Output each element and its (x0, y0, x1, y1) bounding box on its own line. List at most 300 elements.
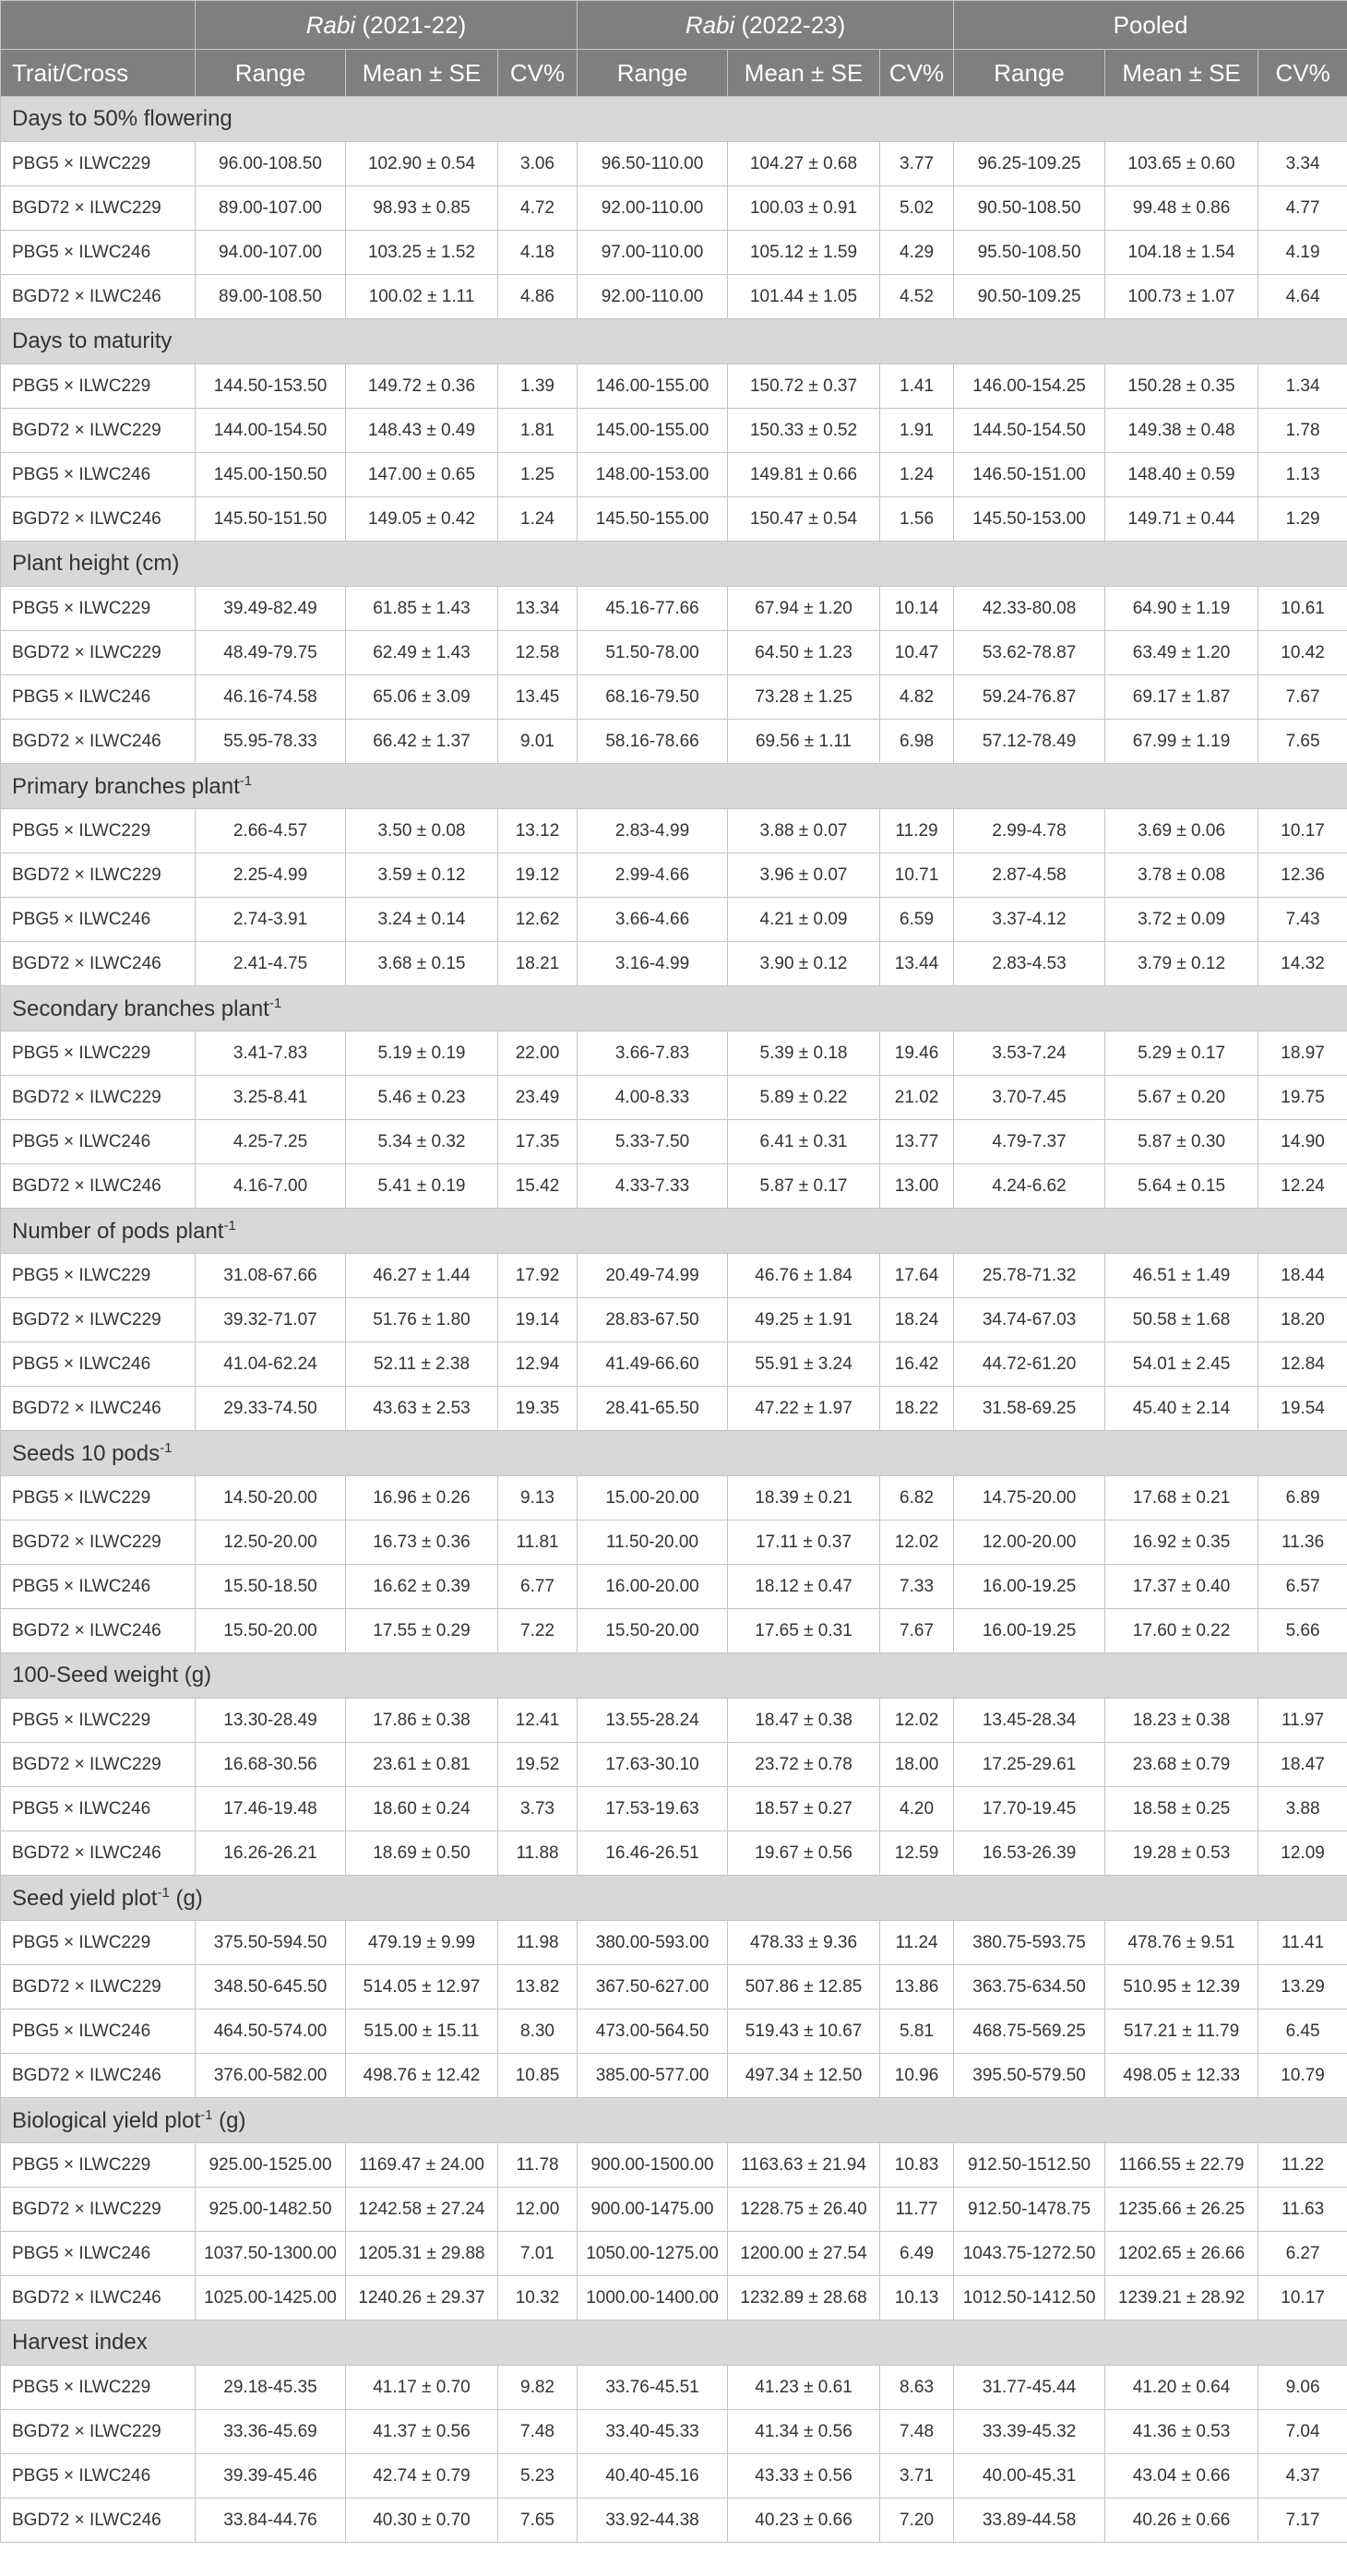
trait-group-row (1, 319, 1347, 364)
mean-se-cell: 3.50 ± 0.08 (346, 809, 498, 853)
range-cell: 2.66-4.57 (196, 809, 346, 853)
range-cell: 95.50-108.50 (954, 231, 1105, 275)
mean-se-cell: 18.58 ± 0.25 (1105, 1787, 1258, 1831)
cv-cell: 13.45 (498, 675, 578, 720)
mean-se-cell: 148.40 ± 0.59 (1105, 453, 1258, 497)
range-cell: 97.00-110.00 (578, 231, 728, 275)
cv-cell: 10.42 (1258, 631, 1347, 675)
range-cell: 3.70-7.45 (954, 1076, 1105, 1120)
range-cell: 900.00-1500.00 (578, 2143, 728, 2188)
range-cell: 42.33-80.08 (954, 587, 1105, 631)
column-header-cv: CV% (498, 50, 578, 97)
table-row (1, 1921, 1347, 1965)
mean-se-cell: 1240.26 ± 29.37 (346, 2276, 498, 2320)
table-row (1, 1609, 1347, 1653)
column-header-cv: CV% (880, 50, 954, 97)
cross-cell: PBG5 × ILWC229 (1, 142, 196, 186)
mean-se-cell: 17.60 ± 0.22 (1105, 1609, 1258, 1653)
period-2021-header: Rabi (2021-22) (196, 1, 578, 50)
mean-se-cell: 40.23 ± 0.66 (728, 2498, 880, 2543)
mean-se-cell: 149.71 ± 0.44 (1105, 497, 1258, 542)
mean-se-cell: 150.47 ± 0.54 (728, 497, 880, 542)
range-cell: 375.50-594.50 (196, 1921, 346, 1965)
range-cell: 31.77-45.44 (954, 2366, 1105, 2410)
table-row (1, 409, 1347, 453)
mean-se-cell: 67.99 ± 1.19 (1105, 720, 1258, 764)
table-header (1, 1, 1347, 97)
cv-cell: 10.17 (1258, 2276, 1347, 2320)
cv-cell: 1.81 (498, 409, 578, 453)
table-row (1, 142, 1347, 186)
range-cell: 2.74-3.91 (196, 898, 346, 942)
mean-se-cell: 149.81 ± 0.66 (728, 453, 880, 497)
pooled-header: Pooled (954, 1, 1347, 50)
range-cell: 367.50-627.00 (578, 1965, 728, 2010)
range-cell: 28.83-67.50 (578, 1298, 728, 1342)
column-header-cv: CV% (1258, 50, 1347, 97)
trait-name: Seeds 10 pods (12, 1440, 161, 1466)
range-cell: 14.75-20.00 (954, 1476, 1105, 1521)
mean-se-cell: 62.49 ± 1.43 (346, 631, 498, 675)
cv-cell: 7.17 (1258, 2498, 1347, 2543)
mean-se-cell: 104.18 ± 1.54 (1105, 231, 1258, 275)
cross-cell: BGD72 × ILWC246 (1, 2498, 196, 2543)
mean-se-cell: 43.04 ± 0.66 (1105, 2454, 1258, 2498)
mean-se-cell: 49.25 ± 1.91 (728, 1298, 880, 1342)
cv-cell: 19.12 (498, 853, 578, 898)
cv-cell: 4.72 (498, 186, 578, 231)
range-cell: 146.00-155.00 (578, 364, 728, 409)
mean-se-cell: 17.86 ± 0.38 (346, 1699, 498, 1743)
cross-cell: BGD72 × ILWC229 (1, 1521, 196, 1565)
cross-cell: PBG5 × ILWC246 (1, 2010, 196, 2054)
mean-se-cell: 150.33 ± 0.52 (728, 409, 880, 453)
cv-cell: 11.77 (880, 2188, 954, 2232)
range-cell: 90.50-108.50 (954, 186, 1105, 231)
range-cell: 17.25-29.61 (954, 1743, 1105, 1787)
cv-cell: 7.22 (498, 1609, 578, 1653)
mean-se-cell: 1242.58 ± 27.24 (346, 2188, 498, 2232)
table-row (1, 2054, 1347, 2098)
mean-se-cell: 46.76 ± 1.84 (728, 1254, 880, 1298)
cross-cell: BGD72 × ILWC246 (1, 1387, 196, 1431)
mean-se-cell: 5.46 ± 0.23 (346, 1076, 498, 1120)
range-cell: 1050.00-1275.00 (578, 2232, 728, 2276)
mean-se-cell: 1228.75 ± 26.40 (728, 2188, 880, 2232)
trait-label (1, 1431, 1347, 1476)
mean-se-cell: 498.05 ± 12.33 (1105, 2054, 1258, 2098)
cv-cell: 18.00 (880, 1743, 954, 1787)
range-cell: 464.50-574.00 (196, 2010, 346, 2054)
cv-cell: 19.75 (1258, 1076, 1347, 1120)
range-cell: 1012.50-1412.50 (954, 2276, 1105, 2320)
mean-se-cell: 1200.00 ± 27.54 (728, 2232, 880, 2276)
mean-se-cell: 43.33 ± 0.56 (728, 2454, 880, 2498)
mean-se-cell: 46.51 ± 1.49 (1105, 1254, 1258, 1298)
mean-se-cell: 17.37 ± 0.40 (1105, 1565, 1258, 1609)
cross-cell: BGD72 × ILWC229 (1, 186, 196, 231)
cv-cell: 16.42 (880, 1342, 954, 1387)
cv-cell: 9.13 (498, 1476, 578, 1521)
range-cell: 33.39-45.32 (954, 2410, 1105, 2454)
range-cell: 145.00-150.50 (196, 453, 346, 497)
range-cell: 3.25-8.41 (196, 1076, 346, 1120)
mean-se-cell: 6.41 ± 0.31 (728, 1120, 880, 1164)
mean-se-cell: 18.47 ± 0.38 (728, 1699, 880, 1743)
trait-label (1, 764, 1347, 809)
table-body (1, 97, 1347, 2543)
mean-se-cell: 41.23 ± 0.61 (728, 2366, 880, 2410)
range-cell: 376.00-582.00 (196, 2054, 346, 2098)
table-row (1, 2010, 1347, 2054)
cv-cell: 3.73 (498, 1787, 578, 1831)
mean-se-cell: 19.67 ± 0.56 (728, 1831, 880, 1876)
mean-se-cell: 63.49 ± 1.20 (1105, 631, 1258, 675)
cross-cell: BGD72 × ILWC246 (1, 720, 196, 764)
cv-cell: 4.29 (880, 231, 954, 275)
mean-se-cell: 147.00 ± 0.65 (346, 453, 498, 497)
mean-se-cell: 40.30 ± 0.70 (346, 2498, 498, 2543)
mean-se-cell: 103.25 ± 1.52 (346, 231, 498, 275)
cv-cell: 6.82 (880, 1476, 954, 1521)
cv-cell: 23.49 (498, 1076, 578, 1120)
mean-se-cell: 47.22 ± 1.97 (728, 1387, 880, 1431)
range-cell: 2.87-4.58 (954, 853, 1105, 898)
trait-unit-superscript: -1 (157, 1884, 170, 1901)
range-cell: 925.00-1525.00 (196, 2143, 346, 2188)
cross-cell: PBG5 × ILWC229 (1, 2366, 196, 2410)
cross-cell: PBG5 × ILWC229 (1, 364, 196, 409)
range-cell: 31.08-67.66 (196, 1254, 346, 1298)
range-cell: 92.00-110.00 (578, 275, 728, 319)
cv-cell: 10.96 (880, 2054, 954, 2098)
cross-cell: PBG5 × ILWC229 (1, 2143, 196, 2188)
cv-cell: 1.41 (880, 364, 954, 409)
cv-cell: 9.01 (498, 720, 578, 764)
table-row (1, 2410, 1347, 2454)
trait-group-row (1, 1209, 1347, 1254)
mean-se-cell: 5.29 ± 0.17 (1105, 1032, 1258, 1076)
range-cell: 900.00-1475.00 (578, 2188, 728, 2232)
range-cell: 2.99-4.78 (954, 809, 1105, 853)
mean-se-cell: 1202.65 ± 26.66 (1105, 2232, 1258, 2276)
cv-cell: 19.46 (880, 1032, 954, 1076)
table-row (1, 2232, 1347, 2276)
table-row (1, 1743, 1347, 1787)
cv-cell: 11.24 (880, 1921, 954, 1965)
mean-se-cell: 17.55 ± 0.29 (346, 1609, 498, 1653)
trait-unit-superscript: -1 (160, 1439, 173, 1456)
range-cell: 16.53-26.39 (954, 1831, 1105, 1876)
range-cell: 33.76-45.51 (578, 2366, 728, 2410)
mean-se-cell: 18.23 ± 0.38 (1105, 1699, 1258, 1743)
range-cell: 15.00-20.00 (578, 1476, 728, 1521)
cv-cell: 5.02 (880, 186, 954, 231)
cv-cell: 13.00 (880, 1164, 954, 1209)
range-cell: 17.53-19.63 (578, 1787, 728, 1831)
cv-cell: 4.64 (1258, 275, 1347, 319)
cross-cell: BGD72 × ILWC246 (1, 942, 196, 986)
cv-cell: 17.92 (498, 1254, 578, 1298)
mean-se-cell: 3.72 ± 0.09 (1105, 898, 1258, 942)
range-cell: 17.46-19.48 (196, 1787, 346, 1831)
trait-unit-superscript: -1 (200, 2106, 213, 2123)
cv-cell: 21.02 (880, 1076, 954, 1120)
range-cell: 33.40-45.33 (578, 2410, 728, 2454)
range-cell: 25.78-71.32 (954, 1254, 1105, 1298)
mean-se-cell: 1166.55 ± 22.79 (1105, 2143, 1258, 2188)
range-cell: 2.99-4.66 (578, 853, 728, 898)
range-cell: 15.50-18.50 (196, 1565, 346, 1609)
cv-cell: 19.52 (498, 1743, 578, 1787)
cross-cell: BGD72 × ILWC229 (1, 2410, 196, 2454)
range-cell: 15.50-20.00 (196, 1609, 346, 1653)
cross-cell: PBG5 × ILWC246 (1, 1565, 196, 1609)
table-row (1, 186, 1347, 231)
cross-cell: PBG5 × ILWC246 (1, 675, 196, 720)
range-cell: 16.26-26.21 (196, 1831, 346, 1876)
range-cell: 41.49-66.60 (578, 1342, 728, 1387)
mean-se-cell: 5.64 ± 0.15 (1105, 1164, 1258, 1209)
mean-se-cell: 99.48 ± 0.86 (1105, 186, 1258, 231)
cv-cell: 6.98 (880, 720, 954, 764)
range-cell: 5.33-7.50 (578, 1120, 728, 1164)
range-cell: 31.58-69.25 (954, 1387, 1105, 1431)
mean-se-cell: 50.58 ± 1.68 (1105, 1298, 1258, 1342)
mean-se-cell: 16.96 ± 0.26 (346, 1476, 498, 1521)
cv-cell: 10.32 (498, 2276, 578, 2320)
cv-cell: 7.04 (1258, 2410, 1347, 2454)
cv-cell: 12.59 (880, 1831, 954, 1876)
cv-cell: 19.14 (498, 1298, 578, 1342)
column-header-trait-cross: Trait/Cross (1, 50, 196, 97)
cv-cell: 6.49 (880, 2232, 954, 2276)
cv-cell: 9.06 (1258, 2366, 1347, 2410)
mean-se-cell: 40.26 ± 0.66 (1105, 2498, 1258, 2543)
mean-se-cell: 4.21 ± 0.09 (728, 898, 880, 942)
trait-label (1, 986, 1347, 1032)
cv-cell: 7.65 (498, 2498, 578, 2543)
cv-cell: 12.09 (1258, 1831, 1347, 1876)
mean-se-cell: 104.27 ± 0.68 (728, 142, 880, 186)
mean-se-cell: 507.86 ± 12.85 (728, 1965, 880, 2010)
range-cell: 33.36-45.69 (196, 2410, 346, 2454)
mean-se-cell: 17.11 ± 0.37 (728, 1521, 880, 1565)
cv-cell: 6.89 (1258, 1476, 1347, 1521)
cv-cell: 7.48 (498, 2410, 578, 2454)
mean-se-cell: 18.57 ± 0.27 (728, 1787, 880, 1831)
table-row (1, 1387, 1347, 1431)
cross-cell: BGD72 × ILWC229 (1, 409, 196, 453)
cross-cell: BGD72 × ILWC246 (1, 497, 196, 542)
trait-name: Harvest index (12, 2330, 148, 2355)
range-cell: 51.50-78.00 (578, 631, 728, 675)
table-row (1, 1298, 1347, 1342)
range-cell: 33.84-44.76 (196, 2498, 346, 2543)
range-cell: 363.75-634.50 (954, 1965, 1105, 2010)
trait-group-row (1, 764, 1347, 809)
range-cell: 92.00-110.00 (578, 186, 728, 231)
cv-cell: 14.32 (1258, 942, 1347, 986)
table-row (1, 1342, 1347, 1387)
mean-se-cell: 16.92 ± 0.35 (1105, 1521, 1258, 1565)
table-row (1, 1164, 1347, 1209)
range-cell: 145.00-155.00 (578, 409, 728, 453)
range-cell: 473.00-564.50 (578, 2010, 728, 2054)
range-cell: 13.55-28.24 (578, 1699, 728, 1743)
column-header-range: Range (578, 50, 728, 97)
trait-group-row (1, 542, 1347, 587)
mean-se-cell: 52.11 ± 2.38 (346, 1342, 498, 1387)
cv-cell: 5.66 (1258, 1609, 1347, 1653)
cross-cell: PBG5 × ILWC246 (1, 2454, 196, 2498)
range-cell: 146.50-151.00 (954, 453, 1105, 497)
table-row (1, 1254, 1347, 1298)
cv-cell: 13.77 (880, 1120, 954, 1164)
range-cell: 145.50-155.00 (578, 497, 728, 542)
range-cell: 3.66-4.66 (578, 898, 728, 942)
range-cell: 2.25-4.99 (196, 853, 346, 898)
range-cell: 58.16-78.66 (578, 720, 728, 764)
range-cell: 395.50-579.50 (954, 2054, 1105, 2098)
cv-cell: 7.48 (880, 2410, 954, 2454)
range-cell: 148.00-153.00 (578, 453, 728, 497)
range-cell: 146.00-154.25 (954, 364, 1105, 409)
trait-name: Days to 50% flowering (12, 106, 232, 131)
mean-se-cell: 5.34 ± 0.32 (346, 1120, 498, 1164)
table-row (1, 1965, 1347, 2010)
range-cell: 11.50-20.00 (578, 1521, 728, 1565)
trait-unit-superscript: -1 (223, 1217, 236, 1234)
cross-cell: BGD72 × ILWC229 (1, 853, 196, 898)
range-cell: 385.00-577.00 (578, 2054, 728, 2098)
cv-cell: 17.35 (498, 1120, 578, 1164)
trait-name: Plant height (cm) (12, 551, 180, 576)
cv-cell: 3.88 (1258, 1787, 1347, 1831)
range-cell: 2.83-4.99 (578, 809, 728, 853)
table-row (1, 1831, 1347, 1876)
cv-cell: 7.65 (1258, 720, 1347, 764)
cv-cell: 13.82 (498, 1965, 578, 2010)
range-cell: 3.53-7.24 (954, 1032, 1105, 1076)
mean-se-cell: 150.28 ± 0.35 (1105, 364, 1258, 409)
trait-group-row (1, 1653, 1347, 1699)
cv-cell: 1.91 (880, 409, 954, 453)
cv-cell: 4.20 (880, 1787, 954, 1831)
mean-se-cell: 148.43 ± 0.49 (346, 409, 498, 453)
table-row (1, 2276, 1347, 2320)
trait-name: 100-Seed weight (g) (12, 1663, 212, 1688)
mean-se-cell: 479.19 ± 9.99 (346, 1921, 498, 1965)
cross-cell: PBG5 × ILWC246 (1, 1787, 196, 1831)
table-row (1, 1120, 1347, 1164)
cross-cell: BGD72 × ILWC246 (1, 1831, 196, 1876)
range-cell: 33.92-44.38 (578, 2498, 728, 2543)
cross-cell: BGD72 × ILWC246 (1, 1164, 196, 1209)
table-row (1, 720, 1347, 764)
column-header-mean-se: Mean ± SE (728, 50, 880, 97)
cv-cell: 11.81 (498, 1521, 578, 1565)
trait-name: Number of pods plant (12, 1218, 224, 1244)
cv-cell: 11.41 (1258, 1921, 1347, 1965)
mean-se-cell: 23.61 ± 0.81 (346, 1743, 498, 1787)
cv-cell: 18.97 (1258, 1032, 1347, 1076)
trait-group-row (1, 2098, 1347, 2143)
cv-cell: 4.86 (498, 275, 578, 319)
cv-cell: 10.47 (880, 631, 954, 675)
trait-name: Days to maturity (12, 328, 173, 353)
cv-cell: 3.06 (498, 142, 578, 186)
table-row (1, 1032, 1347, 1076)
range-cell: 53.62-78.87 (954, 631, 1105, 675)
cv-cell: 11.63 (1258, 2188, 1347, 2232)
range-cell: 912.50-1478.75 (954, 2188, 1105, 2232)
mean-se-cell: 16.73 ± 0.36 (346, 1521, 498, 1565)
trait-group-row (1, 97, 1347, 142)
cross-cell: PBG5 × ILWC246 (1, 1342, 196, 1387)
range-cell: 1037.50-1300.00 (196, 2232, 346, 2276)
trait-label (1, 1876, 1347, 1921)
mean-se-cell: 41.20 ± 0.64 (1105, 2366, 1258, 2410)
mean-se-cell: 515.00 ± 15.11 (346, 2010, 498, 2054)
table-row (1, 675, 1347, 720)
range-cell: 2.83-4.53 (954, 942, 1105, 986)
cv-cell: 6.77 (498, 1565, 578, 1609)
range-cell: 96.00-108.50 (196, 142, 346, 186)
table-row (1, 2188, 1347, 2232)
mean-se-cell: 73.28 ± 1.25 (728, 675, 880, 720)
column-header-range: Range (954, 50, 1105, 97)
cv-cell: 1.39 (498, 364, 578, 409)
cv-cell: 12.62 (498, 898, 578, 942)
cross-cell: BGD72 × ILWC229 (1, 631, 196, 675)
cross-cell: BGD72 × ILWC229 (1, 1076, 196, 1120)
cv-cell: 13.12 (498, 809, 578, 853)
mean-se-cell: 18.69 ± 0.50 (346, 1831, 498, 1876)
mean-se-cell: 3.78 ± 0.08 (1105, 853, 1258, 898)
cv-cell: 7.20 (880, 2498, 954, 2543)
mean-se-cell: 46.27 ± 1.44 (346, 1254, 498, 1298)
mean-se-cell: 18.39 ± 0.21 (728, 1476, 880, 1521)
cv-cell: 10.14 (880, 587, 954, 631)
table-row (1, 1476, 1347, 1521)
range-cell: 1000.00-1400.00 (578, 2276, 728, 2320)
range-cell: 3.37-4.12 (954, 898, 1105, 942)
cv-cell: 10.83 (880, 2143, 954, 2188)
mean-se-cell: 69.17 ± 1.87 (1105, 675, 1258, 720)
trait-label (1, 1653, 1347, 1699)
table-row (1, 2498, 1347, 2543)
range-cell: 13.45-28.34 (954, 1699, 1105, 1743)
range-cell: 12.50-20.00 (196, 1521, 346, 1565)
cv-cell: 4.18 (498, 231, 578, 275)
mean-se-cell: 498.76 ± 12.42 (346, 2054, 498, 2098)
mean-se-cell: 17.68 ± 0.21 (1105, 1476, 1258, 1521)
mean-se-cell: 69.56 ± 1.11 (728, 720, 880, 764)
cv-cell: 4.82 (880, 675, 954, 720)
range-cell: 912.50-1512.50 (954, 2143, 1105, 2188)
range-cell: 4.79-7.37 (954, 1120, 1105, 1164)
trait-label (1, 2320, 1347, 2366)
cv-cell: 11.36 (1258, 1521, 1347, 1565)
range-cell: 29.18-45.35 (196, 2366, 346, 2410)
mean-se-cell: 54.01 ± 2.45 (1105, 1342, 1258, 1387)
mean-se-cell: 478.33 ± 9.36 (728, 1921, 880, 1965)
range-cell: 3.66-7.83 (578, 1032, 728, 1076)
mean-se-cell: 105.12 ± 1.59 (728, 231, 880, 275)
cv-cell: 11.29 (880, 809, 954, 853)
cv-cell: 18.47 (1258, 1743, 1347, 1787)
